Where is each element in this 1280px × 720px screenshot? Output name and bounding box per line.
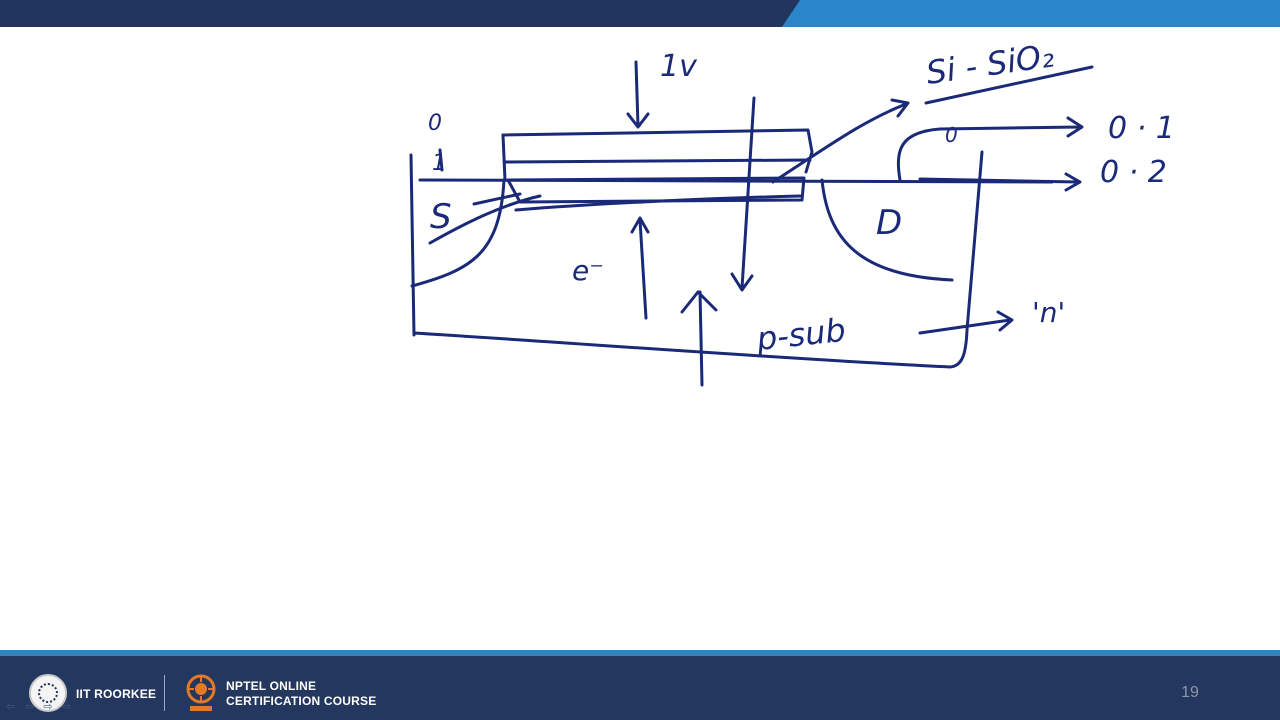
- arrow-0-1: [898, 118, 1082, 180]
- label-gate-voltage: 1v: [660, 49, 697, 84]
- nptel-title-line1: NPTEL ONLINE: [226, 679, 317, 693]
- substrate-bottom-edge: [414, 330, 967, 367]
- gate-layer-line: [506, 160, 810, 162]
- nptel-logo-icon: [184, 673, 218, 713]
- nptel-title-line2: CERTIFICATION COURSE: [226, 694, 377, 708]
- label-electron: e⁻: [572, 254, 605, 287]
- footer-divider: [164, 675, 165, 711]
- gate-left-edge: [503, 135, 505, 180]
- upward-arrow-channel: [632, 218, 648, 318]
- field-line-down: [732, 98, 754, 290]
- top-title-bar: [0, 0, 1280, 27]
- label-value-0-2: 0 · 2: [1100, 155, 1167, 190]
- substrate-left-edge: [411, 155, 414, 335]
- label-level-0-right: 0: [945, 123, 958, 147]
- whiteboard-canvas: [0, 27, 1280, 650]
- source-region: [412, 180, 504, 286]
- interface-pointer-arrow: [773, 100, 908, 182]
- footer-main-band: [0, 656, 1280, 720]
- label-value-0-1: 0 · 1: [1108, 111, 1175, 146]
- label-level-1-left: 1: [432, 151, 446, 176]
- label-drain: D: [876, 203, 903, 243]
- label-substrate: p-sub: [754, 310, 848, 358]
- slide-page-number: 19: [1181, 684, 1199, 701]
- upward-arrow-substrate: [682, 292, 716, 385]
- top-bar-accent-band: [782, 0, 1280, 27]
- slide-navigation-arrows[interactable]: ⇦ ⇦ ⇨ ⇨: [6, 700, 75, 713]
- label-n-type: 'n': [1032, 296, 1066, 329]
- label-level-0-left: 0: [428, 111, 442, 136]
- gate-voltage-arrow: [628, 62, 648, 127]
- institute-label: IIT ROORKEE: [76, 687, 157, 701]
- label-source: S: [430, 197, 452, 237]
- gate-top-plate: [503, 130, 812, 172]
- footer-bar: [0, 650, 1280, 720]
- label-interface: Si - SiO₂: [923, 36, 1057, 92]
